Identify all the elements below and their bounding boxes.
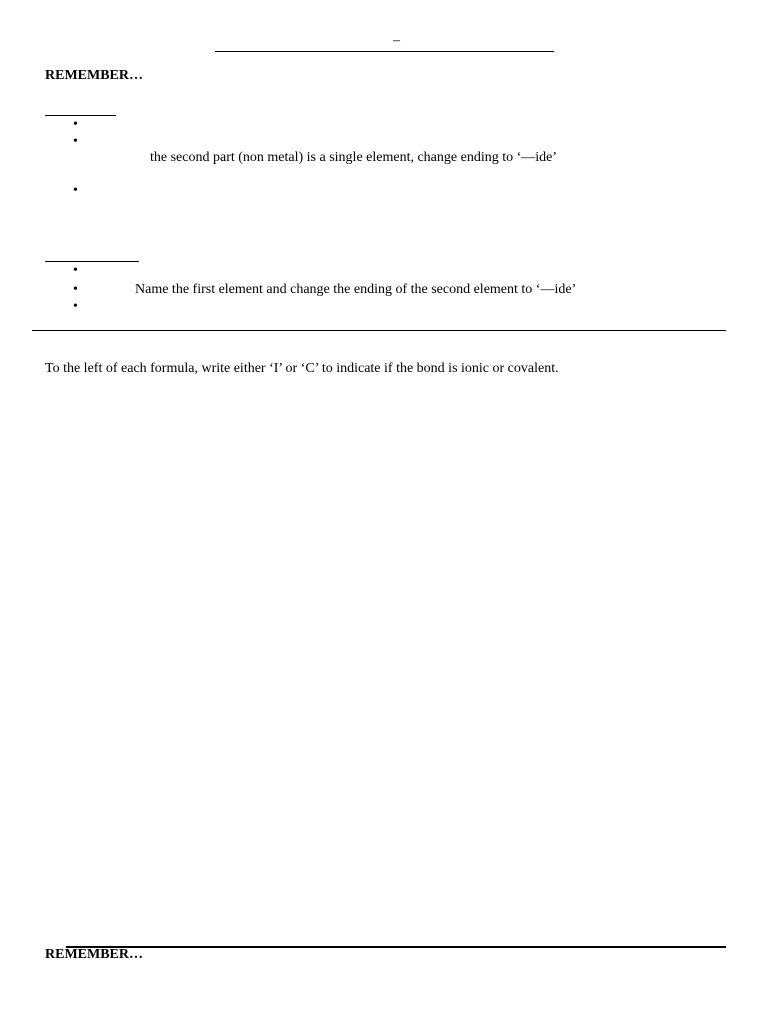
covalent-bullet-2: • — [73, 282, 78, 297]
ionic-bullet-3: • — [73, 183, 78, 198]
ionic-bullet-2-text: the second part (non metal) is a single element, change ending to ‘—ide’ — [150, 150, 558, 165]
covalent-heading-underline — [45, 261, 139, 262]
title-underline — [215, 51, 554, 52]
covalent-bullet-1: • — [73, 263, 78, 278]
title-dash: – — [393, 33, 400, 48]
ionic-heading-underline — [45, 115, 116, 116]
ionic-bullet-1: • — [73, 117, 78, 132]
instructions-text: To the left of each formula, write either ‘I’ or ‘C’ to indicate if the bond is ionic or covalent. — [45, 361, 559, 376]
ionic-bullet-2: • — [73, 134, 78, 149]
covalent-bullet-3: • — [73, 299, 78, 314]
remember-heading-top: REMEMBER… — [45, 68, 143, 83]
covalent-bullet-2-text: Name the first element and change the ending of the second element to ‘—ide’ — [135, 282, 577, 297]
remember-heading-bottom: REMEMBER… — [45, 947, 143, 962]
bottom-rule — [66, 946, 726, 948]
section-divider — [32, 330, 726, 331]
